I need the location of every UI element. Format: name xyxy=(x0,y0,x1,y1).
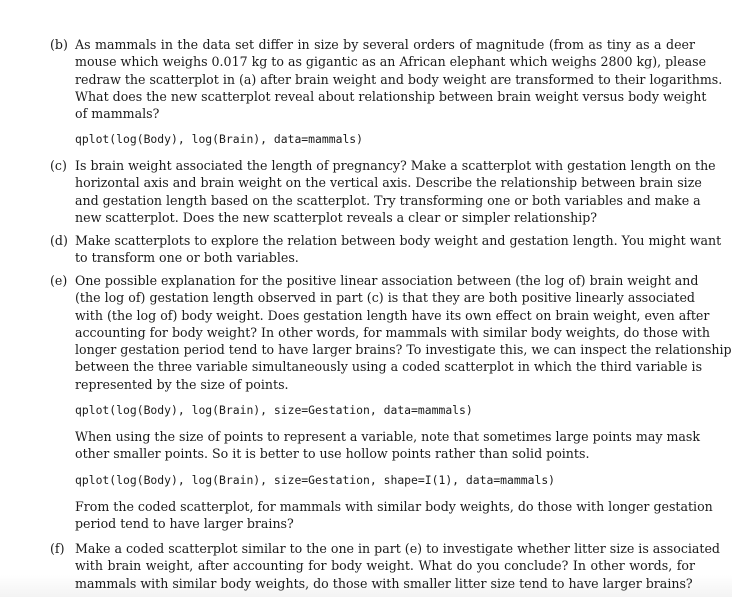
item-label: (e) xyxy=(50,273,68,288)
text-line: As mammals in the data set differ in size by several orders of magnitude (from as tiny as a deer xyxy=(75,37,695,52)
text-line: longer gestation period tend to have larger brains? To investigate this, we can inspect the relationship xyxy=(75,342,732,358)
text-line: with (the log of) body weight. Does gestation length have its own effect on brain weight, even after xyxy=(75,307,710,323)
text-line: represented by the size of points. xyxy=(75,376,289,392)
text-line: When using the size of points to represent a variable, note that sometimes large points may mask xyxy=(75,429,700,445)
item-label: (f) xyxy=(50,541,65,556)
text-line: to transform one or both variables. xyxy=(75,250,299,266)
text-line: and gestation length based on the scatterplot. Try transforming one or both variables and make a xyxy=(75,192,701,208)
code-snippet: qplot(log(Body), log(Brain), data=mammals) xyxy=(75,132,364,147)
text-line: mouse which weighs 0.017 kg to as gigantic as an African elephant which weighs 2800 kg), please xyxy=(75,54,707,70)
item-body xyxy=(75,36,723,148)
text-line: period tend to have larger brains? xyxy=(75,515,294,531)
text-line: One possible explanation for the positive linear association between (the log of) brain weight and xyxy=(75,273,699,288)
text-line: other smaller points. So it is better to use hollow points rather than solid points. xyxy=(75,446,590,462)
item-body xyxy=(75,157,716,226)
text-line: (the log of) gestation length observed in part (c) is that they are both positive linearly associated xyxy=(75,290,695,306)
text-line: Make a coded scatterplot similar to the one in part (e) to investigate whether litter size is associated xyxy=(75,541,720,556)
text-line: redraw the scatterplot in (a) after brain weight and body weight are transformed to their logarithms. xyxy=(75,71,723,87)
text-line: of mammals? xyxy=(75,106,160,122)
item-body xyxy=(75,272,732,532)
code-snippet: qplot(log(Body), log(Brain), size=Gestation, shape=I(1), data=mammals) xyxy=(75,472,556,487)
item-label: (b) xyxy=(50,37,68,52)
text-line: between the three variable simultaneously using a coded scatterplot in which the third variable is xyxy=(75,359,703,375)
item-label: (d) xyxy=(50,233,68,248)
text-line: What does the new scatterplot reveal about relationship between brain weight versus body weight xyxy=(75,88,707,104)
code-snippet: qplot(log(Body), log(Brain), size=Gestation, data=mammals) xyxy=(75,403,473,418)
text-line: new scatterplot. Does the new scatterplot reveals a clear or simpler relationship? xyxy=(75,209,598,225)
text-line: Is brain weight associated the length of pregnancy? Make a scatterplot with gestation length on the xyxy=(75,158,716,173)
item-label: (c) xyxy=(50,158,67,173)
text-line: Make scatterplots to explore the relation between body weight and gestation length. You might want xyxy=(75,233,722,248)
item-body xyxy=(75,540,720,592)
item-body xyxy=(75,232,722,267)
text-line: mammals with similar body weights, do those with smaller litter size tend to have larger brains? xyxy=(75,575,693,591)
text-line: with brain weight, after accounting for body weight. What do you conclude? In other words, for xyxy=(75,558,695,574)
text-line: horizontal axis and brain weight on the vertical axis. Describe the relationship between brain size xyxy=(75,175,702,191)
text-line: From the coded scatterplot, for mammals with similar body weights, do those with longer gestation xyxy=(75,498,713,514)
text-line: accounting for body weight? In other words, for mammals with similar body weights, do those with xyxy=(75,324,710,340)
